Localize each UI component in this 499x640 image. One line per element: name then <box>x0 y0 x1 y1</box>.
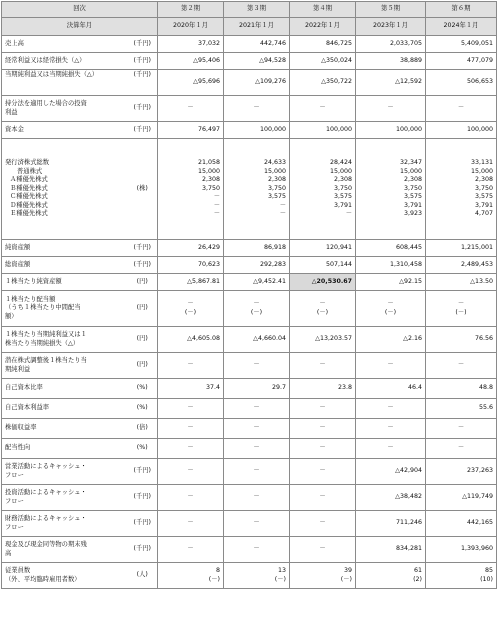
cell: 120,941 <box>290 240 356 257</box>
row-label-line: 営業活動によるキャッシュ・ <box>5 462 87 470</box>
cell: 834,281 <box>356 537 426 563</box>
cell: 26,429 <box>158 240 224 257</box>
cell-line: － <box>213 193 220 201</box>
cell-line: 3,750 <box>474 184 493 192</box>
cell <box>356 139 426 240</box>
cell: － <box>158 537 224 563</box>
cell: 29.7 <box>224 379 290 399</box>
cell-line: 61 <box>413 566 422 574</box>
financial-summary-table <box>1 1 497 589</box>
cell: 70,623 <box>158 257 224 274</box>
cell-line: 32,347 <box>399 158 422 166</box>
cell: 292,283 <box>224 257 290 274</box>
cell: △92.15 <box>356 274 426 291</box>
row-unit: (千円) <box>128 36 158 53</box>
row-label: 当期純利益又は当期純損失（△） <box>2 70 128 96</box>
cell-line: 3,791 <box>474 201 493 209</box>
cell: 1,215,001 <box>426 240 497 257</box>
cell-line: (2) <box>413 575 422 583</box>
table-row-shares <box>2 139 497 240</box>
row-unit: (人) <box>128 563 158 589</box>
cell: 442,165 <box>426 511 497 537</box>
row-label: 資本金 <box>2 122 128 139</box>
cell: － <box>158 399 224 419</box>
cell <box>224 291 290 327</box>
cell <box>356 291 426 327</box>
row-label <box>2 511 128 537</box>
table-row <box>2 70 497 96</box>
row-label-line: 発行済株式総数 <box>5 158 50 166</box>
table-row <box>2 399 497 419</box>
cell-line: 3,750 <box>267 184 286 192</box>
cell <box>356 563 426 589</box>
cell: 711,246 <box>356 511 426 537</box>
row-label-line: フロー <box>5 471 24 479</box>
row-label <box>2 139 128 240</box>
cell: － <box>426 419 497 439</box>
cell-line: 21,058 <box>197 158 220 166</box>
table-row <box>2 537 497 563</box>
cell: － <box>158 419 224 439</box>
cell: 1,393,960 <box>426 537 497 563</box>
date-header-row <box>2 18 497 36</box>
cell: △350,024 <box>290 53 356 70</box>
cell-line: 2,308 <box>333 176 352 184</box>
cell: － <box>224 439 290 459</box>
cell: － <box>356 419 426 439</box>
cell: － <box>158 511 224 537</box>
row-label-line: 従業員数 <box>5 566 31 574</box>
row-unit: (千円) <box>128 70 158 96</box>
cell-line: 15,000 <box>197 167 220 175</box>
cell: 76,497 <box>158 122 224 139</box>
cell: － <box>356 399 426 419</box>
date-5: 2023年１月 <box>356 18 426 36</box>
cell-value: △20,530.67 <box>311 277 352 285</box>
cell: － <box>290 537 356 563</box>
row-label-line: 潜在株式調整後１株当たり当 <box>5 356 87 364</box>
row-label: 自己資本利益率 <box>2 399 128 419</box>
cell <box>158 563 224 589</box>
cell-line: 3,923 <box>403 210 422 218</box>
table-row <box>2 485 497 511</box>
table-row <box>2 96 497 122</box>
cell: △2.16 <box>356 327 426 353</box>
row-label <box>2 353 128 379</box>
cell: △12,592 <box>356 70 426 96</box>
cell: 48.8 <box>426 379 497 399</box>
cell-highlighted <box>290 274 356 291</box>
cell: － <box>290 96 356 122</box>
period-header-row <box>2 2 497 18</box>
table-row <box>2 353 497 379</box>
cell-line: (－) <box>274 575 286 583</box>
cell: △13.50 <box>426 274 497 291</box>
row-label-line: 利益 <box>5 108 18 116</box>
cell: － <box>426 353 497 379</box>
row-label-line: Ｃ種優先株式 <box>10 193 48 201</box>
cell: 2,033,705 <box>356 36 426 53</box>
row-unit: (千円) <box>128 459 158 485</box>
cell <box>158 291 224 327</box>
row-unit: (千円) <box>128 257 158 274</box>
table-row <box>2 274 497 291</box>
cell-line: (－) <box>208 575 220 583</box>
cell-line: 28,424 <box>329 158 352 166</box>
row-label-line: Ａ種優先株式 <box>10 176 48 184</box>
row-unit: (千円) <box>128 537 158 563</box>
cell: 37.4 <box>158 379 224 399</box>
cell: 37,032 <box>158 36 224 53</box>
period-5: 第５期 <box>356 2 426 18</box>
row-label-line: 期純利益 <box>5 365 31 373</box>
cell-line: 39 <box>343 566 352 574</box>
cell: － <box>290 485 356 511</box>
cell: － <box>224 459 290 485</box>
cell: 100,000 <box>356 122 426 139</box>
cell-line: (－) <box>184 308 197 316</box>
table-row <box>2 563 497 589</box>
cell: － <box>158 459 224 485</box>
cell: － <box>290 439 356 459</box>
table-row <box>2 36 497 53</box>
table-row <box>2 459 497 485</box>
cell: 506,653 <box>426 70 497 96</box>
row-label-line: 額） <box>5 312 18 320</box>
period-2: 第２期 <box>158 2 224 18</box>
row-label-line: 高 <box>5 549 12 557</box>
cell-line: (－) <box>384 308 397 316</box>
cell-line: (－) <box>455 308 467 316</box>
cell <box>426 563 497 589</box>
table-row <box>2 53 497 70</box>
cell-line: 2,308 <box>201 176 220 184</box>
table-row <box>2 439 497 459</box>
row-label <box>2 291 128 327</box>
table-row <box>2 122 497 139</box>
cell-line: 24,633 <box>263 158 286 166</box>
cell-line: － <box>213 210 220 218</box>
cell-line: 3,575 <box>474 193 493 201</box>
label-head: 回次 <box>2 2 158 18</box>
row-unit: (円) <box>128 353 158 379</box>
cell: △9,452.41 <box>224 274 290 291</box>
cell: － <box>158 353 224 379</box>
cell-line: 2,308 <box>474 176 493 184</box>
cell: △42,904 <box>356 459 426 485</box>
table-row <box>2 240 497 257</box>
cell: 100,000 <box>426 122 497 139</box>
cell-line: 2,308 <box>403 176 422 184</box>
cell: △13,203.57 <box>290 327 356 353</box>
cell: － <box>356 353 426 379</box>
row-unit: (円) <box>128 327 158 353</box>
cell: 5,409,051 <box>426 36 497 53</box>
cell: △4,660.04 <box>224 327 290 353</box>
row-label-line: （外、平均臨時雇用者数） <box>5 575 81 583</box>
cell-line: 15,000 <box>399 167 422 175</box>
cell-line: 2,308 <box>267 176 286 184</box>
cell <box>224 139 290 240</box>
cell-line: － <box>213 201 220 209</box>
cell: 442,746 <box>224 36 290 53</box>
row-label: 自己資本比率 <box>2 379 128 399</box>
date-3: 2021年１月 <box>224 18 290 36</box>
cell: 100,000 <box>290 122 356 139</box>
cell-line: 3,791 <box>403 201 422 209</box>
cell-line: － <box>457 299 465 307</box>
cell: 86,918 <box>224 240 290 257</box>
cell: 2,489,453 <box>426 257 497 274</box>
cell-line: (－) <box>340 575 352 583</box>
cell: △5,867.81 <box>158 274 224 291</box>
cell-line: (10) <box>480 575 493 583</box>
row-unit: (千円) <box>128 240 158 257</box>
cell <box>290 291 356 327</box>
date-4: 2022年１月 <box>290 18 356 36</box>
row-label-line: フロー <box>5 497 24 505</box>
cell-line: 3,575 <box>267 193 286 201</box>
cell-line: 85 <box>484 566 493 574</box>
row-unit: (株) <box>128 139 158 240</box>
cell-line: 3,750 <box>201 184 220 192</box>
cell: － <box>290 459 356 485</box>
row-label: 純資産額 <box>2 240 128 257</box>
cell: － <box>356 96 426 122</box>
cell <box>290 139 356 240</box>
cell: △350,722 <box>290 70 356 96</box>
row-label: 経常利益又は経常損失（△） <box>2 53 128 70</box>
cell: － <box>290 419 356 439</box>
cell: － <box>224 399 290 419</box>
table-row <box>2 511 497 537</box>
cell: △95,696 <box>158 70 224 96</box>
cell-line: 3,750 <box>403 184 422 192</box>
cell: － <box>224 353 290 379</box>
cell: － <box>290 511 356 537</box>
cell: △119,749 <box>426 485 497 511</box>
row-label-line: １株当たり当期純利益又は１ <box>5 330 87 338</box>
cell: － <box>356 439 426 459</box>
cell-line: 3,750 <box>333 184 352 192</box>
cell-line: － <box>279 210 286 218</box>
cell-line: 33,131 <box>470 158 493 166</box>
table-row <box>2 419 497 439</box>
row-unit: (%) <box>128 379 158 399</box>
cell: － <box>158 485 224 511</box>
row-label-line: （うち１株当たり中間配当 <box>5 304 81 312</box>
row-unit: (%) <box>128 399 158 419</box>
row-label-line: 投資活動によるキャッシュ・ <box>5 488 87 496</box>
row-unit: (%) <box>128 439 158 459</box>
row-label-line: 普通株式 <box>17 167 43 175</box>
row-label-line: フロー <box>5 523 24 531</box>
cell-line: (－) <box>250 308 263 316</box>
cell <box>426 139 497 240</box>
row-label <box>2 537 128 563</box>
cell-line: 13 <box>277 566 286 574</box>
cell: － <box>224 485 290 511</box>
table-row <box>2 291 497 327</box>
table-row <box>2 379 497 399</box>
table-row <box>2 257 497 274</box>
row-label-line: Ｄ種優先株式 <box>10 201 48 209</box>
cell: － <box>426 439 497 459</box>
date-label: 決算年月 <box>2 18 158 36</box>
row-label-line: 持分法を適用した場合の投資 <box>5 99 87 107</box>
cell: 608,445 <box>356 240 426 257</box>
cell-line: － <box>187 299 194 307</box>
row-label-line: 現金及び現金同等物の期末残 <box>5 540 87 548</box>
cell: － <box>224 511 290 537</box>
cell-line: 3,791 <box>333 201 352 209</box>
cell <box>290 563 356 589</box>
row-label: 総資産額 <box>2 257 128 274</box>
row-label <box>2 96 128 122</box>
row-unit: (円) <box>128 291 158 327</box>
cell: － <box>290 399 356 419</box>
cell: 477,079 <box>426 53 497 70</box>
row-label <box>2 485 128 511</box>
row-label-line: Ｅ種優先株式 <box>10 210 48 218</box>
row-label-line: 財務活動によるキャッシュ・ <box>5 514 87 522</box>
row-label-line: １株当たり配当額 <box>5 295 56 303</box>
row-label <box>2 459 128 485</box>
cell-line: 3,575 <box>333 193 352 201</box>
cell-line: 3,575 <box>403 193 422 201</box>
date-2: 2020年１月 <box>158 18 224 36</box>
period-6: 第６期 <box>426 2 497 18</box>
row-label-line: Ｂ種優先株式 <box>10 184 48 192</box>
cell: △38,482 <box>356 485 426 511</box>
cell <box>224 563 290 589</box>
cell: 846,725 <box>290 36 356 53</box>
period-3: 第３期 <box>224 2 290 18</box>
cell-line: 15,000 <box>470 167 493 175</box>
row-label: 配当性向 <box>2 439 128 459</box>
table-row <box>2 327 497 353</box>
row-unit: (倍) <box>128 419 158 439</box>
cell: 38,889 <box>356 53 426 70</box>
cell-line: － <box>387 299 394 307</box>
cell: 507,144 <box>290 257 356 274</box>
cell: － <box>426 96 497 122</box>
cell-line: － <box>253 299 260 307</box>
cell-line: 4,707 <box>474 210 493 218</box>
cell: － <box>158 96 224 122</box>
cell-line: － <box>319 299 326 307</box>
cell-line: 15,000 <box>329 167 352 175</box>
cell: △95,406 <box>158 53 224 70</box>
row-label-line: 株当たり当期純損失（△） <box>5 339 80 347</box>
cell: △4,605.08 <box>158 327 224 353</box>
cell-line: － <box>345 210 352 218</box>
row-unit: (千円) <box>128 485 158 511</box>
cell: 1,310,458 <box>356 257 426 274</box>
cell: △94,528 <box>224 53 290 70</box>
period-4: 第４期 <box>290 2 356 18</box>
row-unit: (円) <box>128 274 158 291</box>
cell: － <box>224 419 290 439</box>
row-label: １株当たり純資産額 <box>2 274 128 291</box>
cell <box>158 139 224 240</box>
cell: 100,000 <box>224 122 290 139</box>
cell: 23.8 <box>290 379 356 399</box>
cell-line: 15,000 <box>263 167 286 175</box>
cell: 55.6 <box>426 399 497 419</box>
cell: 237,263 <box>426 459 497 485</box>
row-label: 株価収益率 <box>2 419 128 439</box>
row-label <box>2 327 128 353</box>
row-unit: (千円) <box>128 511 158 537</box>
row-label <box>2 563 128 589</box>
cell-line: 8 <box>215 566 220 574</box>
row-unit: (千円) <box>128 96 158 122</box>
cell: △109,276 <box>224 70 290 96</box>
cell <box>426 291 497 327</box>
row-label: 売上高 <box>2 36 128 53</box>
cell-line: (－) <box>316 308 329 316</box>
cell-line: － <box>279 201 286 209</box>
cell: － <box>224 537 290 563</box>
date-6: 2024年１月 <box>426 18 497 36</box>
cell: － <box>158 439 224 459</box>
cell: 46.4 <box>356 379 426 399</box>
cell: － <box>224 96 290 122</box>
row-unit: (千円) <box>128 53 158 70</box>
row-unit: (千円) <box>128 122 158 139</box>
cell: 76.56 <box>426 327 497 353</box>
cell: － <box>290 353 356 379</box>
